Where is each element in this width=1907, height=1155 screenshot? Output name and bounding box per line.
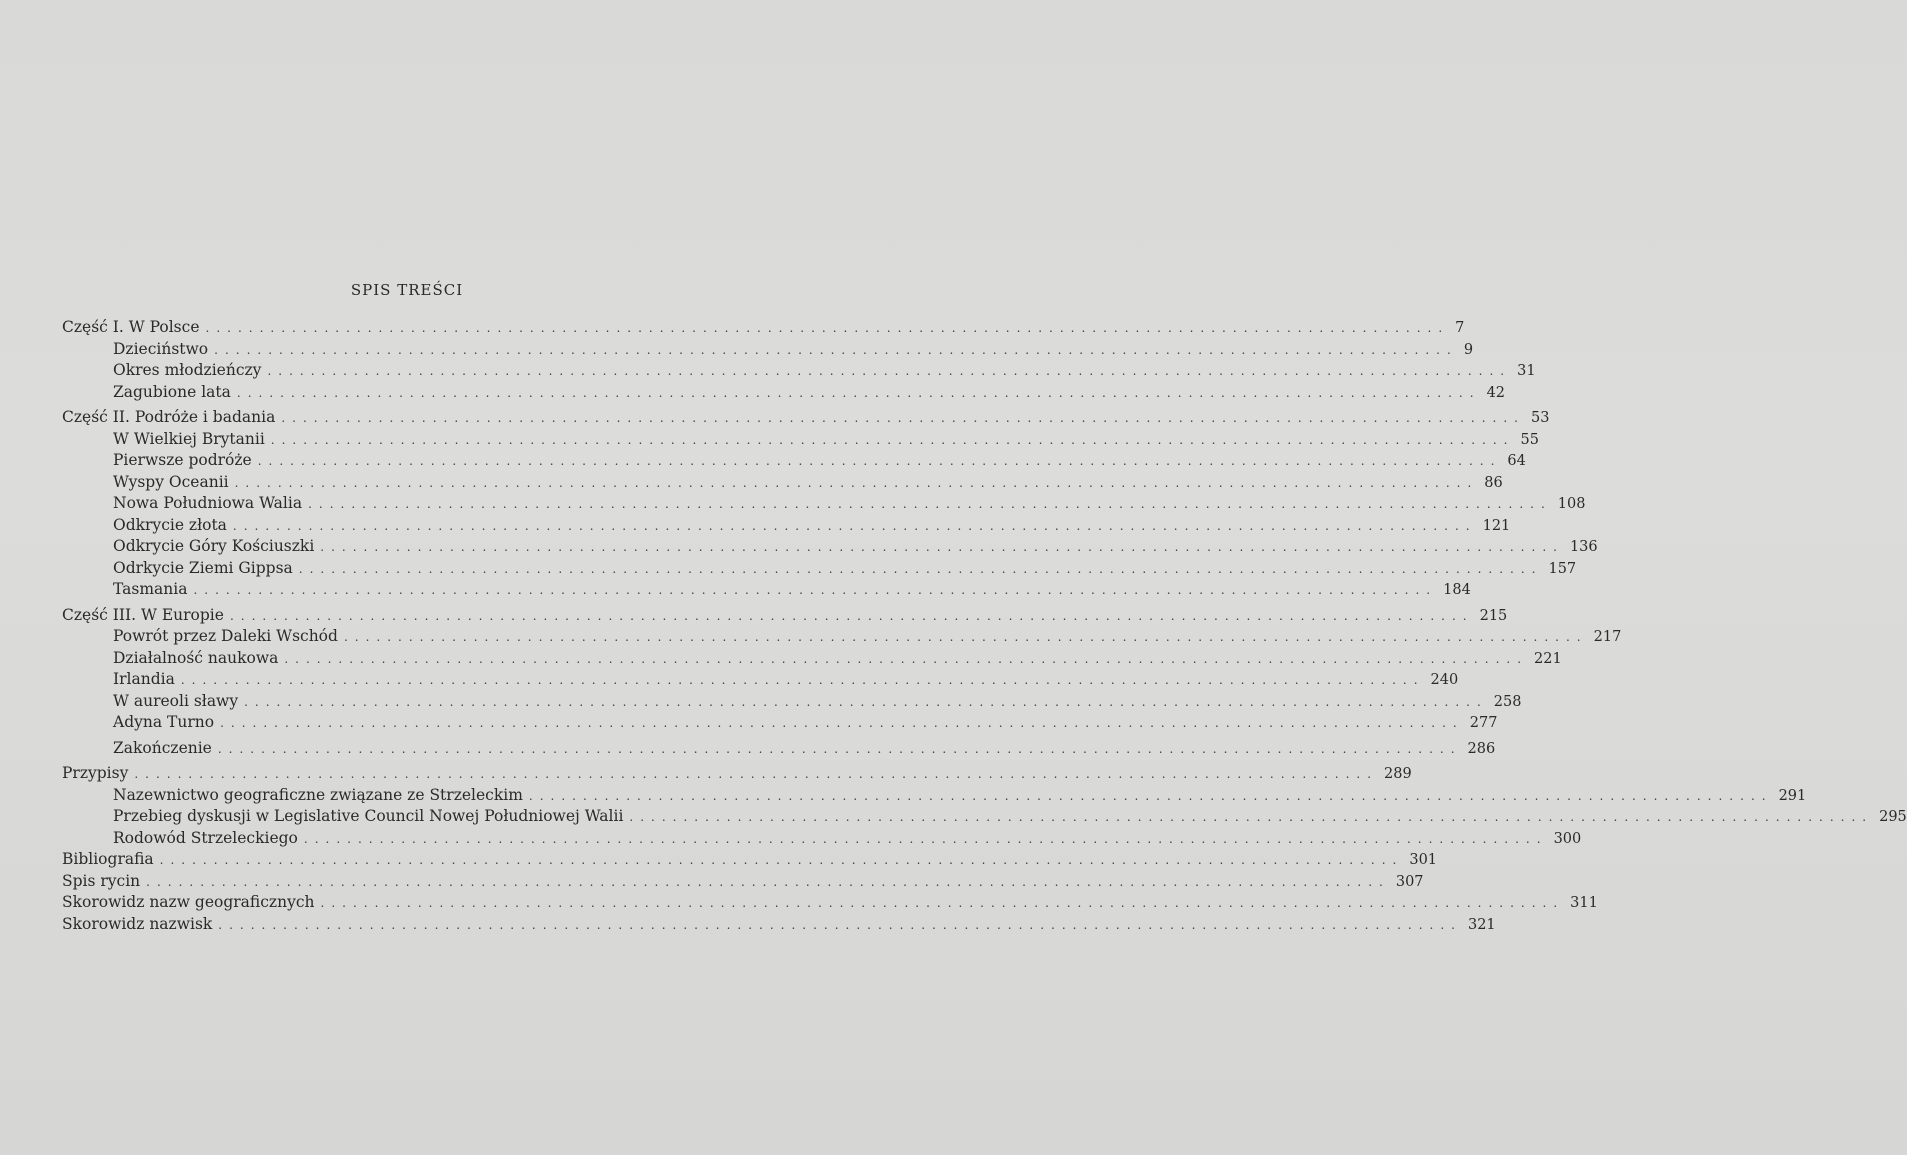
toc-entry-page: 184 [1443, 582, 1471, 598]
dot-leader: ................................................................................................................... [244, 694, 1488, 709]
toc-entry [62, 828, 1582, 850]
toc-entry-page: 31 [1517, 363, 1536, 379]
toc-entry [62, 648, 1562, 670]
toc-entry [62, 515, 1511, 537]
toc-entry [62, 407, 1550, 429]
toc-entry-title: Odrkycie Ziemi Gippsa [113, 558, 293, 577]
toc-entry [62, 429, 1539, 451]
toc-entry-page: 258 [1493, 693, 1522, 710]
toc-entry-title: Nazewnictwo geograficzne związane ze Strzeleckim [113, 785, 523, 804]
toc-entry-title: Spis rycin [62, 871, 141, 890]
toc-entry-title: Działalność naukowa [113, 648, 279, 667]
toc-entry-title: Zakończenie [113, 738, 212, 757]
toc-entry-title: Powrót przez Daleki Wschód [113, 627, 338, 645]
toc-entry-page: 9 [1463, 341, 1474, 358]
toc-entry-title: Przebieg dyskusji w Legislative Council Nowej Południowej Walii [113, 807, 624, 825]
toc-entry-page: 321 [1467, 916, 1496, 933]
toc-entry [62, 785, 1807, 807]
toc-entry [62, 317, 1465, 339]
toc-entry-title: Skorowidz nazwisk [62, 914, 213, 933]
toc-entry-title: Okres młodzieńczy [113, 361, 262, 379]
toc-entry-title: Bibliografia [62, 850, 154, 868]
toc-entry [62, 382, 1506, 404]
toc-entry-title: Pierwsze podróże [113, 451, 252, 469]
dot-leader: ................................................................................................................... [257, 454, 1502, 468]
toc-entry [62, 493, 1586, 515]
toc-entry-title: Irlandia [113, 670, 175, 688]
dot-leader: ................................................................................................................... [303, 831, 1548, 846]
toc-entry-title: Część I. W Polsce [62, 318, 200, 336]
dot-leader: ................................................................................................................... [234, 475, 1479, 490]
dot-leader: ................................................................................................................... [343, 630, 1588, 644]
toc-entry-title: Rodowód Strzeleckiego [113, 828, 298, 847]
toc-entry [62, 558, 1577, 580]
toc-entry-page: 286 [1467, 740, 1496, 757]
toc-entry [62, 360, 1536, 382]
table-of-contents [62, 317, 1907, 935]
toc-entry [62, 605, 1508, 627]
toc-entry-title: Dzieciństwo [113, 339, 209, 358]
dot-leader: ................................................................................................................... [214, 342, 1458, 357]
page-title: SPIS TREŚCI [350, 281, 464, 299]
toc-entry-title: Odkrycie Góry Kościuszki [113, 537, 315, 555]
toc-entry [62, 450, 1526, 472]
toc-entry-page: 108 [1557, 496, 1586, 512]
toc-entry-page: 157 [1548, 560, 1577, 577]
toc-entry-title: Odkrycie złota [113, 515, 227, 534]
toc-entry [62, 871, 1424, 893]
toc-entry [62, 738, 1496, 760]
dot-leader: ................................................................................................................... [528, 788, 1773, 803]
toc-entry-page: 301 [1409, 852, 1438, 868]
dot-leader: ................................................................................................................... [629, 810, 1874, 824]
toc-entry-title: Tasmania [113, 580, 188, 598]
dot-leader: ................................................................................................................... [146, 874, 1390, 889]
toc-entry [62, 579, 1471, 601]
toc-entry-page: 307 [1395, 873, 1424, 890]
toc-entry-title: Część III. W Europie [62, 605, 224, 624]
dot-leader: ................................................................................................................... [205, 321, 1450, 335]
toc-entry-page: 136 [1569, 539, 1598, 555]
toc-entry [62, 536, 1598, 558]
dot-leader: ................................................................................................................... [308, 497, 1552, 511]
dot-leader: ................................................................................................................... [267, 364, 1512, 378]
toc-entry [62, 691, 1522, 713]
toc-entry-page: 55 [1520, 431, 1539, 448]
toc-entry-title: W Wielkiej Brytanii [113, 429, 265, 448]
dot-leader: ................................................................................................................... [180, 673, 1425, 687]
dot-leader: ................................................................................................................... [159, 853, 1404, 867]
dot-leader: ................................................................................................................... [217, 741, 1462, 756]
toc-entry-title: Nowa Południowa Walia [113, 494, 303, 512]
toc-entry-page: 42 [1486, 384, 1506, 401]
toc-entry [62, 472, 1503, 494]
dot-leader: ................................................................................................................... [281, 411, 1525, 425]
toc-entry-title: Wyspy Oceanii [113, 472, 229, 491]
toc-entry [62, 712, 1498, 734]
toc-entry-page: 86 [1484, 474, 1503, 491]
dot-leader: ................................................................................................................... [320, 540, 1564, 554]
toc-entry-title: Skorowidz nazw geograficznych [62, 893, 315, 911]
dot-leader: ................................................................................................................... [298, 561, 1543, 576]
toc-entry [62, 339, 1474, 361]
dot-leader: ................................................................................................................... [284, 651, 1529, 666]
dot-leader: ................................................................................................................... [220, 716, 1464, 730]
toc-entry-page: 64 [1507, 453, 1526, 469]
toc-entry-page: 215 [1479, 607, 1508, 624]
toc-entry-title: W aureoli sławy [113, 691, 239, 710]
dot-leader: ................................................................................................................... [218, 917, 1462, 932]
dot-leader: ................................................................................................................... [270, 432, 1515, 447]
toc-entry-page: 295 [1879, 809, 1907, 825]
dot-leader: ................................................................................................................... [229, 608, 1474, 623]
toc-entry-page: 277 [1469, 715, 1498, 731]
toc-entry [62, 806, 1907, 828]
dot-leader: ................................................................................................................... [232, 518, 1477, 533]
toc-entry [62, 626, 1622, 648]
toc-entry-page: 291 [1778, 787, 1807, 804]
dot-leader: ................................................................................................................... [320, 896, 1565, 910]
toc-entry-page: 121 [1482, 517, 1511, 534]
dot-leader: ................................................................................................................... [134, 767, 1379, 781]
toc-entry-page: 217 [1593, 629, 1622, 645]
toc-entry-title: Część II. Podróże i badania [62, 408, 276, 426]
toc-entry-page: 240 [1430, 672, 1459, 688]
toc-entry-page: 7 [1455, 320, 1465, 336]
toc-entry-page: 300 [1553, 830, 1582, 847]
toc-entry-page: 289 [1384, 766, 1412, 782]
toc-entry [62, 914, 1496, 936]
toc-entry-title: Zagubione lata [113, 382, 231, 401]
dot-leader: ................................................................................................................... [236, 385, 1481, 400]
toc-entry-page: 53 [1531, 410, 1550, 426]
toc-entry-page: 311 [1570, 895, 1598, 911]
toc-entry [62, 849, 1438, 871]
toc-entry-title: Adyna Turno [113, 713, 215, 731]
toc-entry [62, 669, 1459, 691]
toc-entry [62, 892, 1598, 914]
toc-entry-title: Przypisy [62, 764, 129, 782]
toc-entry-page: 221 [1534, 650, 1562, 667]
dot-leader: ................................................................................................................... [193, 583, 1438, 597]
toc-entry [62, 763, 1412, 785]
